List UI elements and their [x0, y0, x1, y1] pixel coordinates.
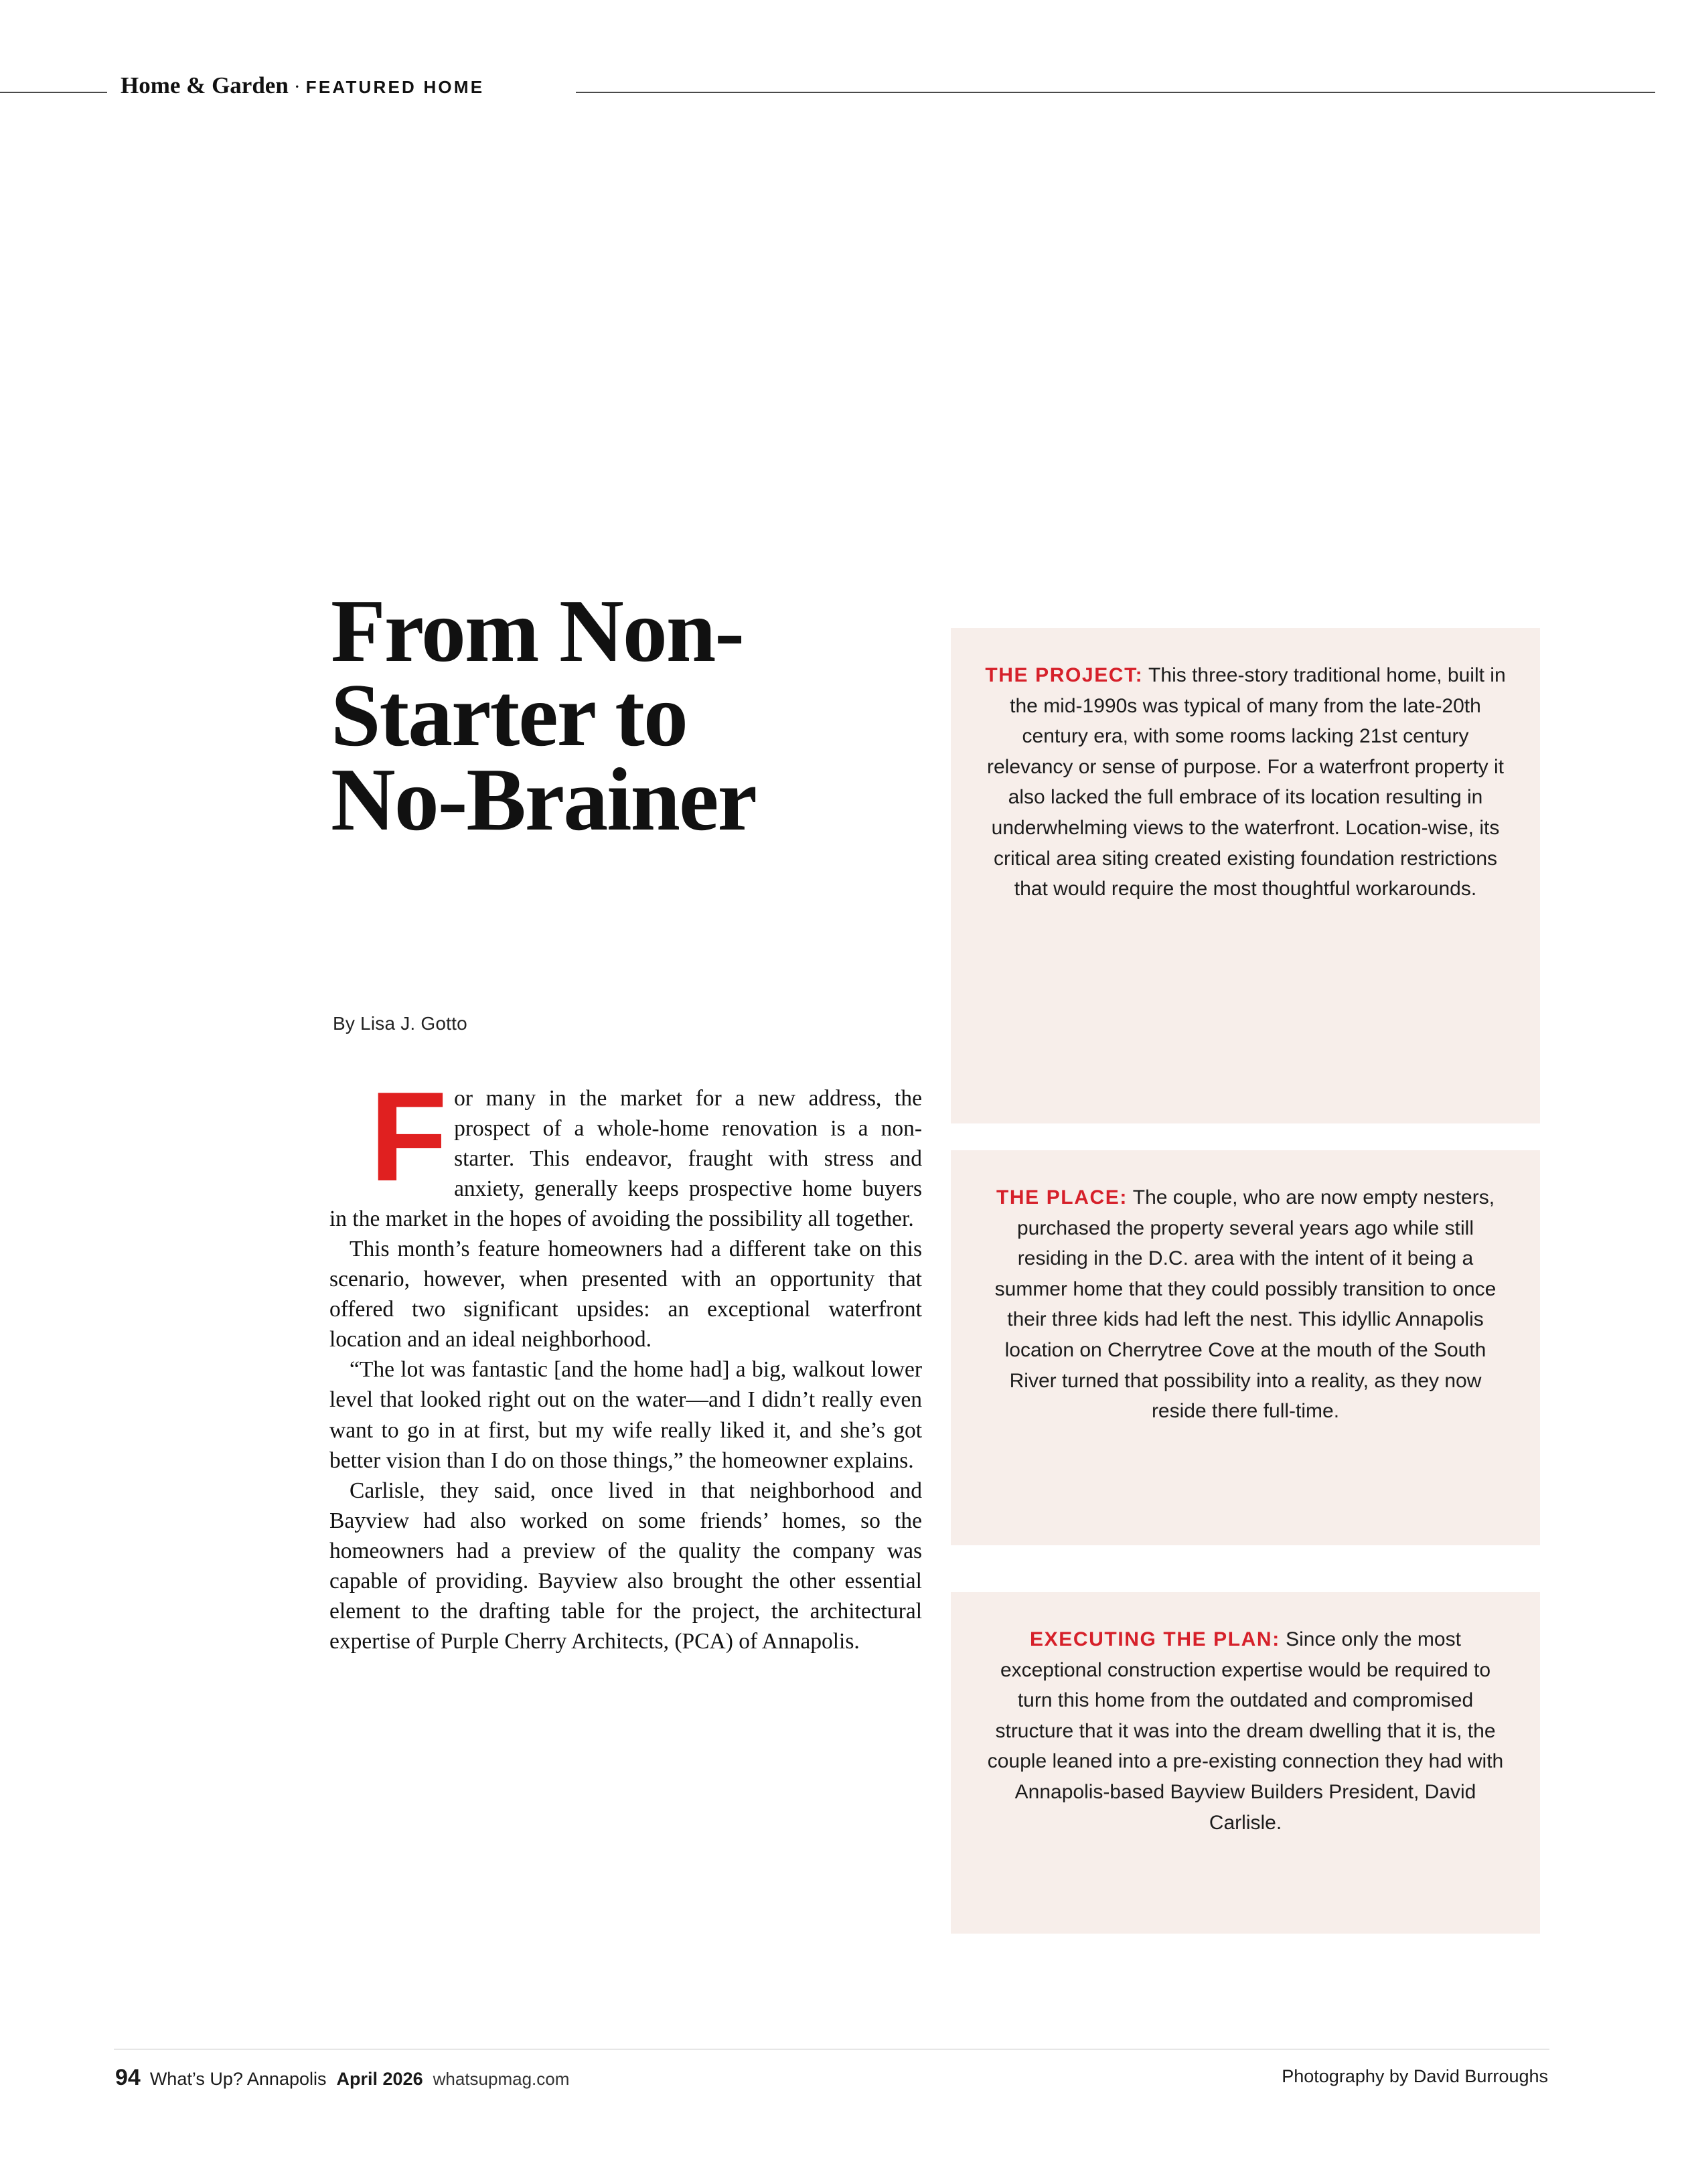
sidebar-box-body: Since only the most exceptional construction expertise would be required to turn this home from the outdated and compromised structure that it was into the dream dwelling that it is, the couple leaned into a pre-existing connection they had with Annapolis-based Bayview Builders President, David Carlisle.	[987, 1628, 1504, 1834]
page-number: 94	[115, 2065, 141, 2090]
header-separator: ·	[293, 76, 301, 98]
header-section: FEATURED HOME	[305, 77, 485, 97]
sidebar-box-executing-the-plan	[951, 1592, 1540, 1934]
photo-credit: Photography by David Burroughs	[1282, 2066, 1548, 2086]
sidebar-box-body: This three-story traditional home, built in the mid-1990s was typical of many from the late-20th century era, with some rooms lacking 21st century relevancy or sense of purpose. For a waterfront property it also lacked the full embrace of its location resulting in underwhelming views to the waterfront. Location-wise, its critical area siting created existing foundation restrictions that would require the most thoughtful workarounds.	[986, 664, 1506, 901]
body-paragraph-4: Carlisle, they said, once lived in that neighborhood and Bayview had also worked on some friends’ homes, so the homeowners had a preview of the quality the company was capable of providing. Bayview also brought the other essential element to the drafting table for the project, the architectural expertise of Purple Cherry Architects, (PCA) of Annapolis.	[329, 1478, 922, 1654]
page-header	[0, 72, 1682, 112]
drop-cap: F	[370, 1066, 445, 1208]
article-title-line-3: No-Brainer	[331, 749, 756, 849]
header-rule-left	[0, 92, 107, 93]
sidebar-box-label: THE PLACE:	[996, 1186, 1128, 1208]
sidebar-box-label: EXECUTING THE PLAN:	[1030, 1628, 1280, 1650]
sidebar-box-text	[980, 660, 1511, 905]
body-paragraph-2: This month’s feature homeowners had a different take on this scenario, however, when presented with an opportunity that offered two significant upsides: an exceptional waterfront location and an ideal neighborhood.	[329, 1237, 922, 1352]
header-kicker	[121, 72, 484, 99]
article-title	[331, 581, 893, 849]
footer-url: whatsupmag.com	[433, 2069, 570, 2089]
article-title-line-1: From Non-	[331, 581, 743, 680]
footer-magazine: What’s Up? Annapolis	[149, 2069, 327, 2089]
footer-issue: April 2026	[336, 2069, 423, 2089]
body-paragraph-3: “The lot was fantastic [and the home had] a big, walkout lower level that looked right out on the water—and I didn’t really even want to go in at first, but my wife really liked it, and she’s got better vision than I do on those things,” the homeowner explains.	[329, 1357, 922, 1473]
sidebar-box-text	[980, 1624, 1511, 1838]
article-body	[329, 1066, 922, 1656]
sidebar-box-label: THE PROJECT:	[985, 664, 1144, 686]
header-rule-right	[576, 92, 1655, 93]
footer-left	[115, 2065, 569, 2091]
article-title-line-2: Starter to	[331, 665, 687, 765]
sidebar-box-text	[980, 1182, 1511, 1427]
article-byline: By Lisa J. Gotto	[333, 1013, 467, 1034]
sidebar-box-body: The couple, who are now empty nesters, purchased the property several years ago while still residing in the D.C. area with the intent of it being a summer home that they could possibly transition to once their three kids had left the nest. This idyllic Annapolis location on Cherrytree Cove at the mouth of the South River turned that possibility into a reality, as they now reside there full-time.	[994, 1186, 1497, 1423]
sidebar-box-the-place	[951, 1150, 1540, 1545]
header-brand: Home & Garden	[121, 72, 289, 98]
body-paragraph-1: or many in the market for a new address, the prospect of a whole-home renovation is a non-starter. This endeavor, fraught with stress and anxiety, generally keeps prospective home buyers in the market in the hopes of avoiding the possibility all together.	[329, 1086, 922, 1232]
sidebar-box-the-project	[951, 628, 1540, 1123]
